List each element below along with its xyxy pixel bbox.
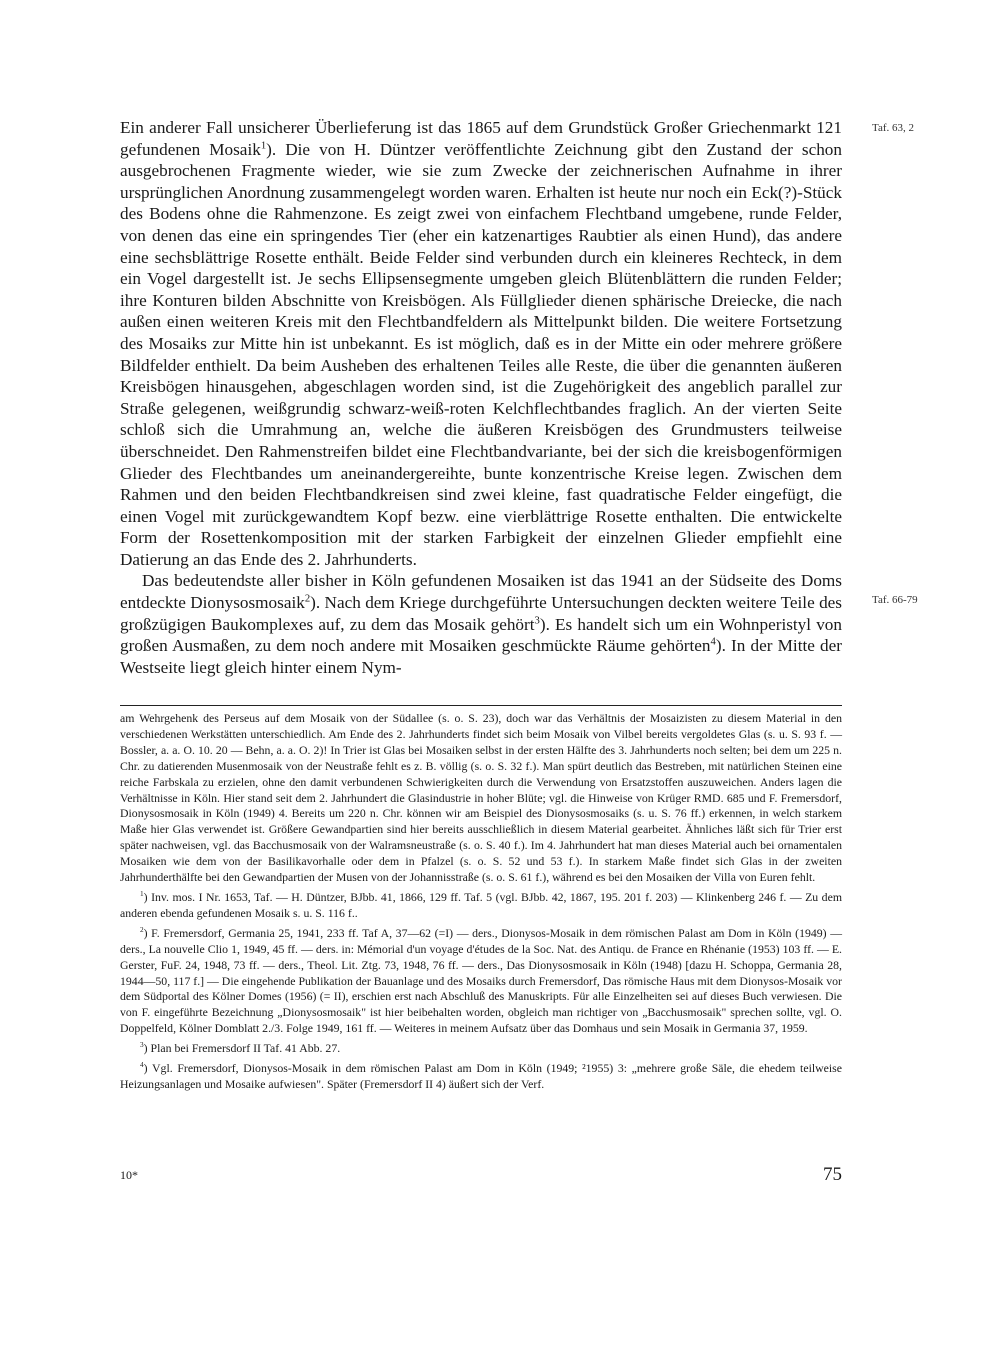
footnote-text: ) Plan bei Fremersdorf II Taf. 41 Abb. 27. (143, 1041, 341, 1056)
paragraph-text: Das bedeutendste aller bisher in Köln gefundenen Mosaiken ist das 1941 an der Südseite des Doms entdeckte Dionysosmosaik (120, 571, 842, 613)
footnote-number: 4 (140, 1060, 144, 1070)
footnote-divider (120, 705, 842, 706)
footnote-number: 3 (140, 1040, 144, 1050)
footnote-number: 2 (140, 924, 144, 934)
footnote-ref: 1 (260, 139, 267, 151)
footnote-text: ) Vgl. Fremersdorf, Dionysos-Mosaik in dem römischen Palast am Dom in Köln (1949; ²1955) 3: „mehrere große Säle, die ehedem teilweise Heizungsanlagen und Mosaike aufwiesen". Später (Fremersdorf II 4) äußert sich der Verf. (120, 1061, 842, 1091)
footnote-4 (120, 1061, 842, 1093)
paragraph-text: Ein anderer Fall unsicherer Überlieferung ist das 1865 auf dem Grundstück Großer Griechenmarkt 121 gefundenen Mosaik (120, 118, 842, 159)
signature-mark: 10* (120, 1168, 138, 1182)
footnote-ref: 2 (304, 593, 311, 605)
paragraph-text: ). Es handelt sich um ein Wohnperistyl von großen Ausmaßen, zu dem noch andere mit Mosaiken geschmückte Räume gehörten (120, 614, 842, 656)
footnote-ref: 4 (710, 636, 716, 648)
paragraph (120, 117, 842, 570)
paragraph-text: ). Nach dem Kriege durchgeführte Untersuchungen deckten weitere Teile des großzügigen Baukomplexes auf, zu dem das Mosaik gehört (120, 593, 842, 634)
page-number: 75 (823, 1164, 842, 1185)
footnote-2 (120, 926, 842, 1037)
paragraph (120, 570, 842, 678)
main-text (120, 117, 842, 678)
footnotes (120, 711, 842, 1093)
footnote-3 (120, 1041, 842, 1057)
margin-note-plate-ref: Taf. 63, 2 (872, 122, 914, 134)
footnote-continuation: am Wehrgehenk des Perseus auf dem Mosaik von der Südallee (s. o. S. 23), doch war das Verhältnis der Mosaizisten zu diesem Material in den verschiedenen Werkstätten unterschiedlich. Am Ende des 2. Jahrhunderts findet sich beim Mosaik von Vilbel bereits vergoldetes Glas (s. u. S. 93 f. — Bossler, a. a. O. 10. 20 — Behn, a. a. O. 2)! In Trier ist Glas bei Mosaiken selbst in der ersten Hälfte des 3. Jahrhunderts noch selten; bei dem um 225 n. Chr. zu datierenden Musenmosaik von der Neustraße fehlt es z. B. völlig (s. o. S. 32 f.). Man spürt deutlich das Bestreben, mit natürlichen Steinen eine reiche Farbskala zu erzielen, ohne den damit verbundenen Schwierigkeiten durch die Verwendung von Ersatzstoffen auszuweichen. Anders lagen die Verhältnisse in Köln. Hier stand seit dem 2. Jahrhundert die Glasindustrie in hoher Blüte; vgl. die Hinweise von Krüger RMD. 685 und F. Fremersdorf, Dionysosmosaik in Köln (1949) 4. Bereits um 220 n. Chr. können wir am Beispiel des Dionysosmosaiks (s. u. S. 76 ff.) erkennen, in welch starkem Maße hier Glas verwendet ist. Größere Gewandpartien sind hier bereits ausschließlich in diesem Material gearbeitet. Ähnliches läßt sich für Trier erst später nachweisen, vgl. das Bacchusmosaik von der Walramsneustraße (s. o. S. 40 f.). Im 4. Jahrhundert hat man dieses Material auch bei ornamentalen Mosaiken wie dem von der Basilikavorhalle oder dem in Pfalzel (s. o. S. 52 und 53 f.). In starkem Maße findet sich Glas in der zweiten Jahrhunderthälfte bei den Gewandpartien der Musen von der Johannisstraße (s. o. S. 61 f.), während es bei den Mosaiken der Villa von Euren fehlt. (120, 711, 842, 885)
footnote-1 (120, 890, 842, 922)
footnote-ref: 3 (534, 614, 540, 626)
footnote-text: ) Inv. mos. I Nr. 1653, Taf. — H. Düntzer, BJbb. 41, 1866, 129 ff. Taf. 5 (vgl. BJbb. 42, 1867, 195. 201 f. 203) — Klinkenberg 246 f. — Zu dem anderen ebenda gefundenen Mosaik s. u. S. 116 f.. (120, 889, 842, 920)
footnote-number: 1 (140, 889, 144, 899)
paragraph-text: ). In der Mitte der Westseite liegt gleich hinter einem Nym- (120, 636, 842, 677)
paragraph-text: ). Die von H. Düntzer veröffentlichte Zeichnung gibt den Zustand der schon ausgebrochenen Fragmente wieder, wie sie zum Zwecke der zeichnerischen Aufnahme in ihrer ursprünglichen Anordnung zusammengelegt worden waren. Erhalten ist heute nur noch ein Eck(?)-Stück des Bodens ohne die Rahmenzone. Es zeigt zwei von einfachem Flechtband umgebene, runde Felder, von denen das eine ein springendes Tier (eher ein katzenartiges Raubtier als einen Hund), das andere eine sechsblättrige Rosette enthält. Beide Felder sind verbunden durch ein kleineres Rechteck, in dem ein Vogel dargestellt ist. Je sechs Ellipsensegmente umgeben gleich Blütenblättern die runden Felder; ihre Konturen bilden Abschnitte von Kreisbögen. Als Füllglieder dienen sphärische Dreiecke, die nach außen einen weiteren Kreis mit den Flechtbandfeldern als Mittelpunkt bilden. Die weitere Fortsetzung des Mosaiks zur Mitte hin ist unbekannt. Es ist möglich, daß es in der Mitte ein oder mehrere größere Bildfelder enthielt. Da beim Ausheben des erhaltenen Teiles alle Reste, die über die genannten äußeren Kreisbögen hinausgehen, abgeschlagen worden sind, ist die Zugehörigkeit des angeblich parallel zur Straße gelegenen, weißgrundig schwarz-weiß-roten Kelchflechtbandes fraglich. An der vierten Seite schloß sich die Umrahmung an, welche die äußeren Kreisbögen des Grundmusters teilweise überschneidet. Den Rahmenstreifen bildet eine Flechtbandvariante, bei der sich die kreisbogenförmigen Glieder des Flechtbandes um aneinandergereihte, bunte konzentrische Kreise legen. Zwischen dem Rahmen und den beiden Flechtbandkreisen sind zwei kleine, fast quadratische Felder eingefügt, die einen Vogel mit zurückgewandtem Kopf bezw. eine vierblättrige Rosette enthalten. Die entwickelte Form der Rosettenkomposition mit der starken Farbigkeit der einzelnen Glieder empfiehlt eine Datierung an das Ende des 2. Jahrhunderts. (120, 139, 842, 569)
footnote-text: ) F. Fremersdorf, Germania 25, 1941, 233 ff. Taf A, 37—62 (=I) — ders., Dionysos-Mosaik in dem römischen Palast am Dom in Köln (1949) — ders., La nouvelle Clio 1, 1949, 45 ff. — ders. in: Mémorial d'un voyage d'études de la Soc. Nat. des Antiqu. de France en Rhénanie (1953) 103 ff. — E. Gerster, FuF. 24, 1948, 73 ff. — ders., Theol. Lit. Ztg. 73, 1948, 76 ff. — ders., Das Dionysosmosaik in Köln (1948) [dazu H. Schoppa, Germania 28, 1944—50, 117 f.] — Die eingehende Publikation der Bauanlage und des Mosaiks durch Fremersdorf, Das römische Haus mit dem Dionysos-Mosaik vor dem Südportal des Kölner Domes (1956) (= II), erschien erst nach Abschluß des Manuskripts. Für alle Einzelheiten sei auf dieses Buch verwiesen. Die von F. eingeführte Bezeichnung „Dionysosmosaik" ist hier beibehalten worden, obgleich man richtiger von „Bacchusmosaik" sprechen sollte, vgl. O. Doppelfeld, Kölner Domblatt 2./3. Folge 1949, 161 ff. — Weiteres in meinem Aufsatz über das Domhaus und sein Mosaik in Germania 37, 1959. (120, 925, 842, 1036)
margin-note-plate-ref: Taf. 66-79 (872, 594, 918, 606)
